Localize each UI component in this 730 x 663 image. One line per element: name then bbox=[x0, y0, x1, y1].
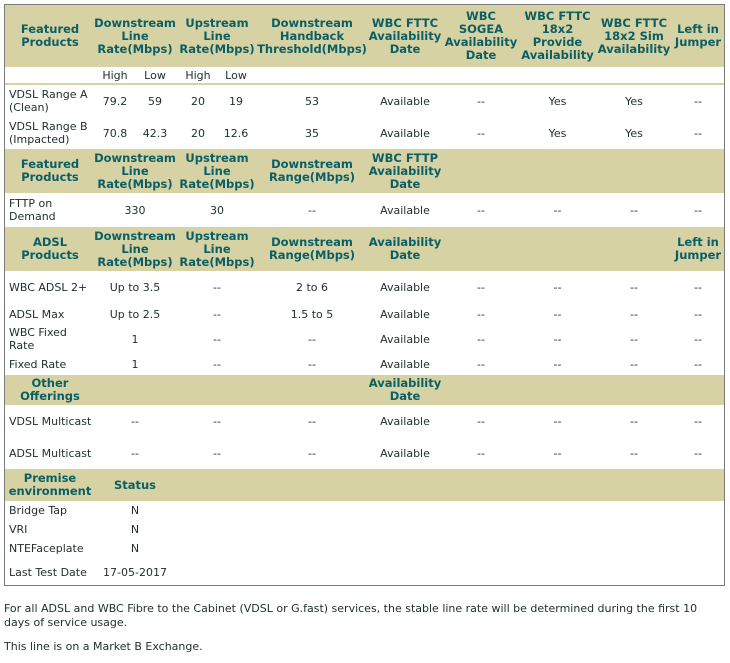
range-value: -- bbox=[308, 203, 316, 217]
product-name: VDSL Range A (Clean) bbox=[9, 88, 88, 114]
product-name: FTTP on Demand bbox=[9, 197, 56, 223]
up-value: -- bbox=[213, 446, 221, 460]
header-wbc-sogea: WBC SOGEA Availability Date bbox=[444, 9, 518, 62]
col9-value: -- bbox=[694, 357, 702, 371]
down-high-value: 79.2 bbox=[102, 94, 128, 108]
table-row bbox=[5, 437, 724, 469]
availability-value: Available bbox=[380, 280, 430, 294]
col7-value: -- bbox=[553, 307, 562, 321]
down-value: Up to 3.5 bbox=[109, 280, 161, 294]
handback-value: 35 bbox=[305, 126, 319, 140]
premise-label: Last Test Date bbox=[9, 565, 87, 579]
availability-value: Available bbox=[380, 332, 430, 346]
range-value: -- bbox=[308, 357, 316, 371]
header-upstream-rate: Upstream Line Rate(Mbps) bbox=[179, 150, 255, 191]
range-value: -- bbox=[308, 414, 316, 428]
header-fttc-18x2-sim: WBC FTTC 18x2 Sim Availability bbox=[597, 15, 671, 56]
handback-value: 53 bbox=[305, 94, 319, 108]
table-row bbox=[5, 117, 724, 149]
product-name: VDSL Multicast bbox=[9, 414, 92, 428]
adsl-header-row bbox=[5, 227, 724, 271]
col6-value: -- bbox=[477, 414, 485, 428]
table-row bbox=[5, 271, 724, 303]
header-fttc-18x2-provide: WBC FTTC 18x2 Provide Availability bbox=[521, 9, 594, 62]
col9-value: -- bbox=[694, 280, 702, 294]
down-value: Up to 2.5 bbox=[109, 307, 161, 321]
col6-value: -- bbox=[477, 280, 485, 294]
availability-value: Available bbox=[380, 357, 430, 371]
col6-value: -- bbox=[477, 357, 485, 371]
down-low-value: 59 bbox=[148, 94, 162, 108]
col6-value: -- bbox=[477, 203, 485, 217]
availability-value: Available bbox=[380, 414, 430, 428]
down-value: 1 bbox=[131, 357, 139, 371]
premise-status: N bbox=[130, 542, 140, 555]
table-row bbox=[5, 405, 724, 437]
range-value: -- bbox=[308, 446, 316, 460]
availability-value: Available bbox=[380, 446, 430, 460]
header-availability-date: Availability Date bbox=[368, 235, 442, 262]
product-name: WBC Fixed Rate bbox=[9, 326, 67, 352]
table-row bbox=[5, 539, 724, 558]
premise-status: 17-05-2017 bbox=[103, 565, 167, 579]
product-name: ADSL Max bbox=[9, 307, 65, 321]
table-row bbox=[5, 193, 724, 227]
fttc-availability: Available bbox=[380, 126, 430, 140]
sim-availability: Yes bbox=[625, 126, 643, 140]
header-featured-products: Featured Products bbox=[20, 157, 80, 184]
up-value: 30 bbox=[210, 203, 224, 217]
col8-value: -- bbox=[630, 280, 638, 294]
product-name: Fixed Rate bbox=[9, 357, 67, 371]
footer-exchange: This line is on a Market B Exchange. bbox=[4, 640, 203, 653]
col8-value: -- bbox=[630, 446, 638, 460]
range-value: -- bbox=[308, 332, 316, 346]
premise-label: Bridge Tap bbox=[9, 504, 67, 517]
header-downstream-range: Downstream Range(Mbps) bbox=[268, 235, 356, 262]
availability-value: Available bbox=[380, 307, 430, 321]
up-value: -- bbox=[213, 357, 221, 371]
col8-value: -- bbox=[630, 357, 638, 371]
footer-note: For all ADSL and WBC Fibre to the Cabinet (VDSL or G.fast) services, the stable line rate will be determined during the first 10 days of service usage. bbox=[4, 602, 698, 629]
provide-availability: Yes bbox=[548, 126, 567, 140]
header-left-in-jumper: Left in Jumper bbox=[674, 22, 722, 49]
col7-value: -- bbox=[553, 414, 562, 428]
header-availability-date: Availability Date bbox=[368, 376, 442, 403]
down-low-label: Low bbox=[144, 68, 166, 82]
table-row bbox=[5, 501, 724, 520]
premise-header-row bbox=[5, 469, 724, 501]
product-name: WBC ADSL 2+ bbox=[9, 280, 88, 294]
col7-value: -- bbox=[553, 203, 562, 217]
table-row bbox=[5, 520, 724, 539]
product-name: VDSL Range B (Impacted) bbox=[9, 120, 88, 146]
col8-value: -- bbox=[630, 332, 638, 346]
header-adsl-products: ADSL Products bbox=[21, 235, 79, 262]
col6-value: -- bbox=[477, 307, 485, 321]
range-value: 2 to 6 bbox=[295, 280, 329, 294]
down-value: 330 bbox=[124, 203, 146, 217]
col7-value: -- bbox=[553, 280, 562, 294]
sim-availability: Yes bbox=[625, 94, 643, 108]
down-value: -- bbox=[131, 414, 139, 428]
header-other-offerings: Other Offerings bbox=[20, 376, 80, 403]
col7-value: -- bbox=[553, 332, 562, 346]
premise-status: N bbox=[130, 523, 140, 536]
jumper-value: -- bbox=[694, 126, 702, 140]
down-high-value: 70.8 bbox=[102, 126, 128, 140]
header-downstream-rate: Downstream Line Rate(Mbps) bbox=[94, 150, 176, 191]
col9-value: -- bbox=[694, 414, 702, 428]
sogea-availability: -- bbox=[477, 126, 485, 140]
up-value: -- bbox=[213, 332, 221, 346]
up-value: -- bbox=[213, 414, 221, 428]
col9-value: -- bbox=[694, 332, 702, 346]
up-high-label: High bbox=[185, 68, 211, 82]
col9-value: -- bbox=[694, 446, 702, 460]
header-downstream-rate: Downstream Line Rate(Mbps) bbox=[94, 228, 176, 269]
header-fttp-availability: WBC FTTP Availability Date bbox=[368, 150, 442, 191]
down-value: -- bbox=[131, 446, 139, 460]
col7-value: -- bbox=[553, 446, 562, 460]
up-high-value: 20 bbox=[191, 126, 205, 140]
table-row bbox=[5, 325, 724, 353]
col6-value: -- bbox=[477, 332, 485, 346]
header-left-in-jumper: Left in Jumper bbox=[674, 235, 722, 262]
fttp-header-row bbox=[5, 149, 724, 193]
col8-value: -- bbox=[630, 307, 638, 321]
availability-table bbox=[4, 4, 725, 586]
header-wbc-fttc: WBC FTTC Availability Date bbox=[368, 15, 442, 56]
high-low-subheader bbox=[5, 67, 724, 83]
other-header-row bbox=[5, 375, 724, 405]
header-featured-products: Featured Products bbox=[20, 22, 80, 49]
down-value: 1 bbox=[131, 332, 139, 346]
availability-value: Available bbox=[380, 203, 430, 217]
provide-availability: Yes bbox=[548, 94, 567, 108]
table-row bbox=[5, 558, 724, 586]
header-downstream-range: Downstream Range(Mbps) bbox=[268, 157, 356, 184]
up-low-value: 19 bbox=[229, 94, 243, 108]
header-upstream-rate: Upstream Line Rate(Mbps) bbox=[179, 228, 255, 269]
col8-value: -- bbox=[630, 203, 638, 217]
header-upstream-rate: Upstream Line Rate(Mbps) bbox=[179, 15, 255, 56]
table-row bbox=[5, 353, 724, 375]
sogea-availability: -- bbox=[477, 94, 485, 108]
header-status: Status bbox=[113, 477, 157, 492]
col9-value: -- bbox=[694, 307, 702, 321]
up-low-label: Low bbox=[225, 68, 247, 82]
table-row bbox=[5, 303, 724, 325]
header-downstream-rate: Downstream Line Rate(Mbps) bbox=[94, 15, 176, 56]
product-name: ADSL Multicast bbox=[9, 446, 92, 460]
jumper-value: -- bbox=[694, 94, 702, 108]
premise-status: N bbox=[130, 504, 140, 517]
up-value: -- bbox=[213, 307, 221, 321]
down-low-value: 42.3 bbox=[142, 126, 168, 140]
header-handback-threshold: Downstream Handback Threshold(Mbps) bbox=[257, 15, 367, 56]
premise-label: VRI bbox=[9, 523, 28, 536]
col9-value: -- bbox=[694, 203, 702, 217]
up-high-value: 20 bbox=[191, 94, 205, 108]
col7-value: -- bbox=[553, 357, 562, 371]
col6-value: -- bbox=[477, 446, 485, 460]
col8-value: -- bbox=[630, 414, 638, 428]
up-low-value: 12.6 bbox=[223, 126, 249, 140]
up-value: -- bbox=[213, 280, 221, 294]
fttc-availability: Available bbox=[380, 94, 430, 108]
down-high-label: High bbox=[102, 68, 128, 82]
vdsl-header-row bbox=[5, 5, 724, 67]
premise-label: NTEFaceplate bbox=[9, 542, 84, 555]
range-value: 1.5 to 5 bbox=[290, 307, 334, 321]
header-premise-environment: Premise environment bbox=[8, 471, 92, 498]
table-row bbox=[5, 85, 724, 117]
